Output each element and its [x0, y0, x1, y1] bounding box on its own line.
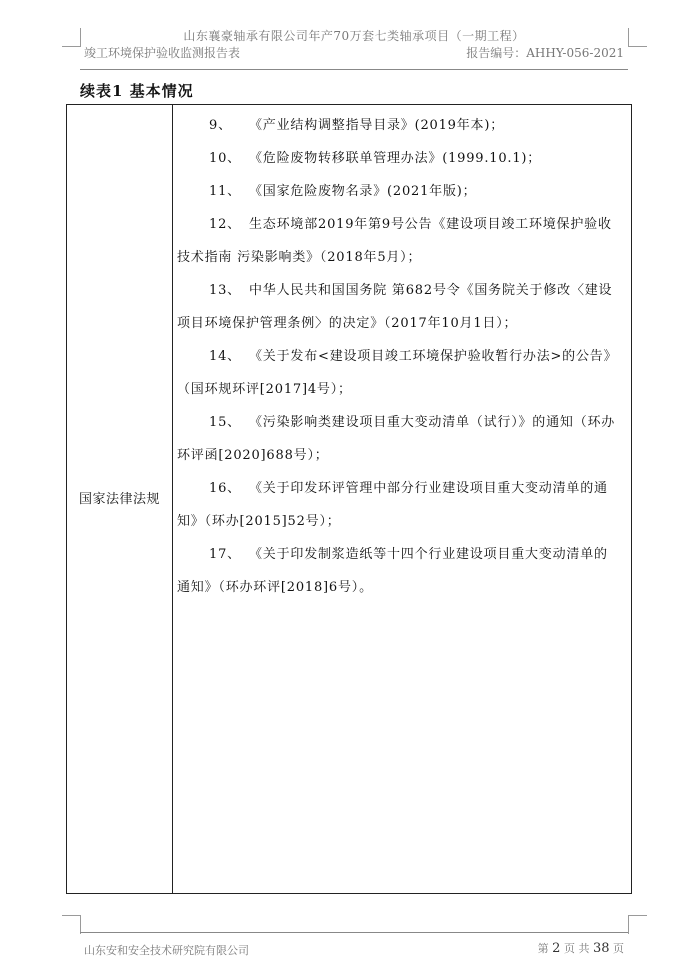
- list-item: [177, 406, 617, 472]
- item-number: 14、: [209, 349, 241, 364]
- table-column-divider: [172, 105, 173, 893]
- item-number: 12、: [209, 217, 241, 232]
- page-mid: 页 共: [563, 942, 590, 955]
- page-current: 2: [552, 941, 561, 956]
- item-text: 《关于印发制浆造纸等十四个行业建设项目重大变动清单的通知》（环办环评[2018]6号）。: [177, 547, 608, 595]
- item-number: 13、: [209, 283, 241, 298]
- item-number: 9、: [209, 118, 232, 133]
- item-number: 11、: [209, 184, 241, 199]
- page-prefix: 第: [537, 942, 549, 955]
- list-item: [177, 208, 617, 274]
- list-item: [177, 175, 617, 208]
- list-item: [177, 274, 617, 340]
- crop-mark-top-left: [62, 28, 81, 47]
- list-item: [177, 538, 617, 604]
- item-text: 《国家危险废物名录》(2021年版)；: [249, 184, 477, 199]
- footer-divider: [80, 932, 628, 933]
- item-text: 《关于发布<建设项目竣工环境保护验收暂行办法>的公告》（国环规环评[2017]4号）；: [177, 349, 611, 397]
- section-title: 续表1 基本情况: [80, 82, 194, 100]
- header-second-line: [84, 45, 624, 62]
- header-divider: [80, 69, 628, 70]
- page-total: 38: [592, 941, 610, 956]
- header-report-number: 报告编号：AHHY-056-2021: [466, 46, 624, 60]
- header-report-type: 竣工环境保护验收监测报告表: [84, 46, 241, 60]
- item-number: 17、: [209, 547, 241, 562]
- basic-info-table: [66, 104, 632, 894]
- item-text: 生态环境部2019年第9号公告《建设项目竣工环境保护验收技术指南 污染影响类》（2018年5月）；: [177, 217, 612, 265]
- list-item: [177, 340, 617, 406]
- item-number: 15、: [209, 415, 241, 430]
- page-header: [84, 28, 624, 62]
- crop-mark-bottom-right: [628, 915, 647, 934]
- item-text: 《产业结构调整指导目录》(2019年本)；: [249, 118, 505, 133]
- list-item: [177, 109, 617, 142]
- item-text: 《关于印发环评管理中部分行业建设项目重大变动清单的通知》（环办[2015]52号）；: [177, 481, 608, 529]
- crop-mark-top-right: [628, 28, 647, 47]
- footer-page-number: [538, 940, 624, 956]
- table-row-label: 国家法律法规: [78, 492, 160, 507]
- list-item: [177, 142, 617, 175]
- item-text: 《危险废物转移联单管理办法》(1999.10.1)；: [249, 151, 542, 166]
- item-number: 10、: [209, 151, 241, 166]
- page-suffix: 页: [613, 942, 624, 955]
- item-number: 16、: [209, 481, 241, 496]
- item-text: 中华人民共和国国务院 第682号令《国务院关于修改〈建设项目环境保护管理条例〉的决定》（2017年10月1日）；: [177, 283, 613, 331]
- crop-mark-bottom-left: [62, 915, 81, 934]
- regulation-list: [177, 109, 617, 604]
- footer-organization: 山东安和安全技术研究院有限公司: [84, 944, 249, 957]
- header-project-title: 山东襄豪轴承有限公司年产70万套七类轴承项目（一期工程）: [183, 29, 525, 43]
- item-text: 《污染影响类建设项目重大变动清单（试行）》的通知（环办环评函[2020]688号）；: [177, 415, 616, 463]
- list-item: [177, 472, 617, 538]
